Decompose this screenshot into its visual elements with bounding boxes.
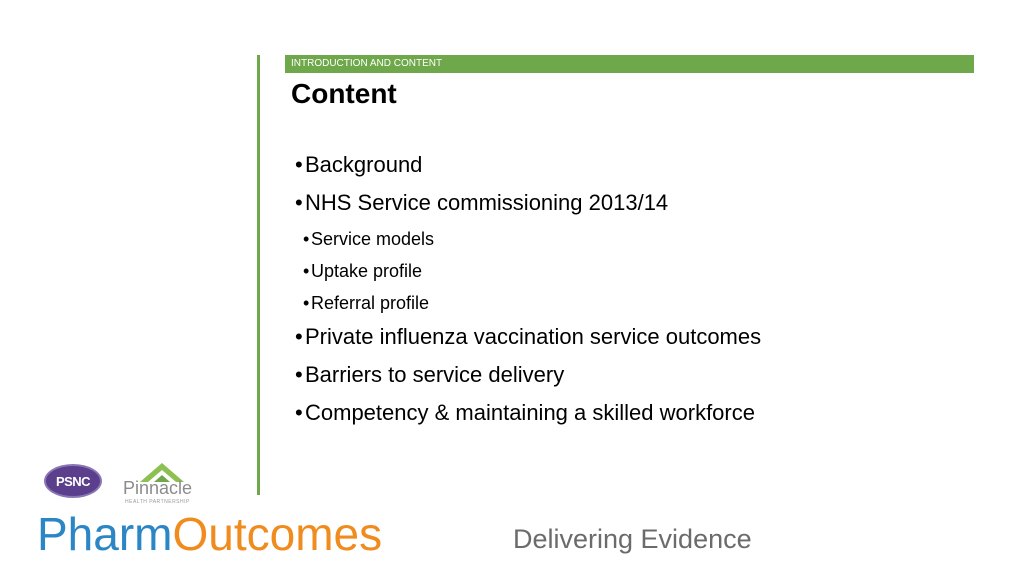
brand-outcomes: Outcomes [172,508,383,560]
brand-tagline: Delivering Evidence [513,524,752,554]
bullet-icon: • [303,261,310,281]
pinnacle-name: Pinnacle [123,478,193,498]
sub-bullet-item: •Uptake profile [295,258,995,290]
bullet-icon: • [295,400,303,425]
bullet-item: • Barriers to service delivery [295,360,995,398]
brand-pharm: Pharm [37,508,173,560]
sub-bullet-item: •Referral profile [295,290,995,322]
section-header [285,55,974,73]
bullet-item: • Background [295,150,995,188]
pharmoutcomes-logo [37,506,382,562]
bullet-icon: • [303,293,310,313]
bullet-icon: • [295,190,303,215]
pinnacle-subtitle: HEALTH PARTNERSHIP [125,499,190,505]
bullet-list [295,150,995,436]
bullet-item: • Competency & maintaining a skilled workforce [295,398,995,436]
pinnacle-logo [120,460,210,508]
slide-title: Content [291,78,397,109]
bullet-icon: • [295,152,303,177]
bullet-item: • Private influenza vaccination service outcomes [295,322,995,360]
bullet-icon: • [303,229,310,249]
vertical-divider [257,55,260,495]
bullet-item: • NHS Service commissioning 2013/14 [295,188,995,226]
section-label: INTRODUCTION AND CONTENT [291,58,443,69]
psnc-logo: PSNC [44,464,102,498]
bullet-icon: • [295,324,303,349]
bullet-icon: • [295,362,303,387]
sub-bullet-item: •Service models [295,226,995,258]
